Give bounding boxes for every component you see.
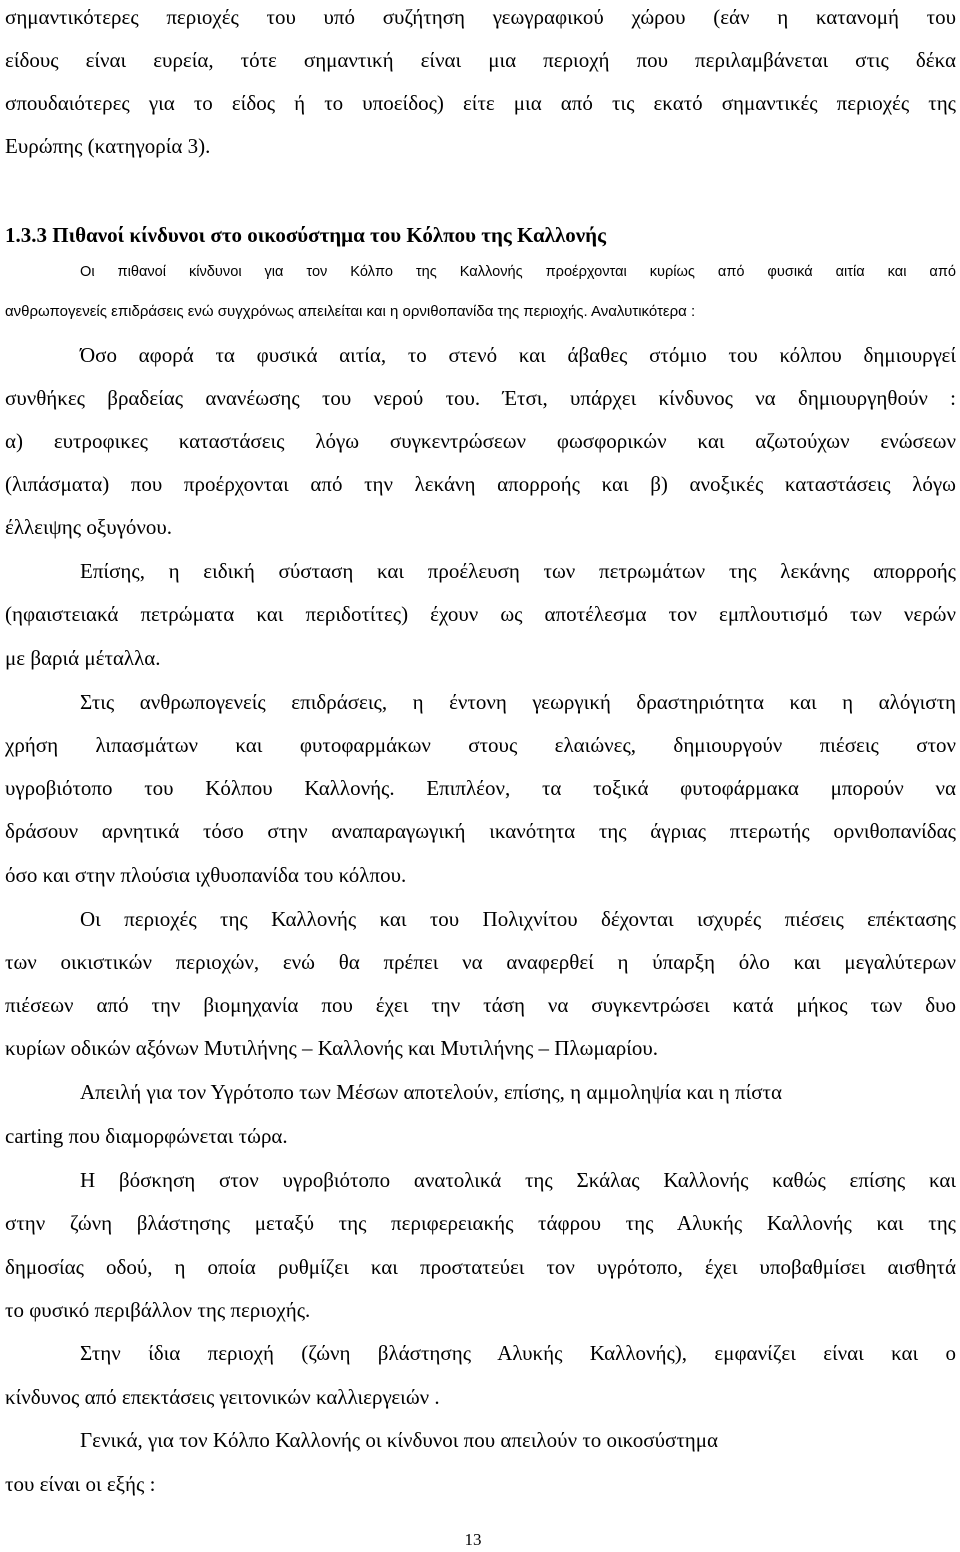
intro-line-2: είδους είναι ευρεία, τότε σημαντική είναι μια περιοχή που περιλαμβάνεται στις δέκα — [5, 48, 956, 72]
natural-causes-line-5: έλλειψης οξυγόνου. — [5, 515, 173, 539]
grazing-line-3: δημοσίας οδού, η οποία ρυθμίζει και προστατεύει τον υγρότοπο, έχει υποβαθμίσει αισθητά — [5, 1255, 956, 1279]
human-impacts-line-2: χρήση λιπασμάτων και φυτοφαρμάκων στους ελαιώνες, δημιουργούν πιέσεις στον — [5, 733, 956, 757]
general-line-1: Γενικά, για τον Κόλπο Καλλονής οι κίνδυνοι που απειλούν το οικοσύστημα — [80, 1428, 719, 1452]
grazing-line-4: το φυσικό περιβάλλον της περιοχής. — [5, 1298, 311, 1322]
human-impacts-line-4: δράσουν αρνητικά τόσο στην αναπαραγωγική ικανότητα της άγριας πτερωτής ορνιθοπανίδας — [5, 819, 956, 843]
human-impacts-line-3: υγροβιότοπο του Κόλπου Καλλονής. Επιπλέον, τα τοξικά φυτοφάρμακα μπορούν να — [5, 776, 956, 800]
geology-line-1: Επίσης, η ειδική σύσταση και προέλευση των πετρωμάτων της λεκάνης απορροής — [80, 559, 956, 583]
human-impacts-line-1: Στις ανθρωπογενείς επιδράσεις, η έντονη γεωργική δραστηριότητα και η αλόγιστη — [80, 690, 956, 714]
intro-line-3: σπουδαιότερες για το είδος ή το υποείδος) είτε μια από τις εκατό σημαντικές περιοχές της — [5, 91, 956, 115]
sand-line-2: carting που διαμορφώνεται τώρα. — [5, 1124, 288, 1148]
natural-causes-line-2: συνθήκες βραδείας ανανέωσης του νερού του. Έτσι, υπάρχει κίνδυνος να δημιουργηθούν : — [5, 386, 956, 410]
risk-intro-line-2-tail: Αναλυτικότερα : — [587, 303, 696, 320]
section-heading: 1.3.3 Πιθανοί κίνδυνοι στο οικοσύστημα του Κόλπου της Καλλονής — [5, 223, 606, 247]
urban-line-3: πιέσεων από την βιομηχανία που έχει την τάση να συγκεντρώσει κατά μήκος των δυο — [5, 993, 956, 1017]
sand-line-1: Απειλή για τον Υγρότοπο των Μέσων αποτελούν, επίσης, η αμμοληψία και η πίστα — [80, 1080, 782, 1104]
natural-causes-line-4: (λιπάσματα) που προέρχονται από την λεκάνη απορροής και β) ανοξικές καταστάσεις λόγω — [5, 472, 956, 496]
geology-line-2: (ηφαιστειακά πετρώματα και περιδοτίτες) έχουν ως αποτέλεσμα τον εμπλουτισμό των νερών — [5, 602, 956, 626]
grazing-line-2: στην ζώνη βλάστησης μεταξύ της περιφερειακής τάφρου της Αλυκής Καλλονής και της — [5, 1211, 956, 1235]
urban-line-1: Οι περιοχές της Καλλονής και του Πολιχνίτου δέχονται ισχυρές πιέσεις επέκτασης — [80, 907, 956, 931]
intro-line-4: Ευρώπης (κατηγορία 3). — [5, 134, 211, 158]
same-area-line-1: Στην ίδια περιοχή (ζώνη βλάστησης Αλυκής Καλλονής), εμφανίζει είναι και ο — [80, 1341, 956, 1365]
page-number: 13 — [464, 1530, 482, 1549]
grazing-line-1: Η βόσκηση στον υγροβιότοπο ανατολικά της Σκάλας Καλλονής καθώς επίσης και — [80, 1168, 956, 1192]
human-impacts-line-5: όσο και στην πλούσια ιχθυοπανίδα του κόλπου. — [5, 863, 407, 887]
natural-causes-line-1: Όσο αφορά τα φυσικά αιτία, το στενό και άβαθες στόμιο του κόλπου δημιουργεί — [80, 343, 956, 367]
general-line-2: του είναι οι εξής : — [5, 1472, 156, 1496]
intro-line-1: σημαντικότερες περιοχές του υπό συζήτηση γεωγραφικού χώρου (εάν η κατανομή του — [5, 5, 956, 29]
urban-line-2: των οικιστικών περιοχών, ενώ θα πρέπει να αναφερθεί η ύπαρξη όλο και μεγαλύτερων — [5, 950, 956, 974]
geology-line-3: με βαριά μέταλλα. — [5, 646, 161, 670]
same-area-line-2: κίνδυνος από επεκτάσεις γειτονικών καλλιεργειών . — [5, 1385, 440, 1409]
risk-intro-line-1: Οι πιθανοί κίνδυνοι για τον Κόλπο της Καλλονής προέρχονται κυρίως από φυσικά αιτία και από — [80, 264, 956, 280]
natural-causes-line-3: α) ευτροφικες καταστάσεις λόγω συγκεντρώσεων φωσφορικών και αζωτούχων ενώσεων — [5, 429, 956, 453]
urban-line-4: κυρίων οδικών αξόνων Μυτιλήνης – Καλλονής και Μυτιλήνης – Πλωμαρίου. — [5, 1036, 658, 1060]
risk-intro-line-2-text: ανθρωπογενείς επιδράσεις ενώ συγχρόνως απειλείται και η ορνιθοπανίδα της περιοχής. — [5, 303, 588, 320]
risk-intro-line-2 — [5, 297, 956, 321]
